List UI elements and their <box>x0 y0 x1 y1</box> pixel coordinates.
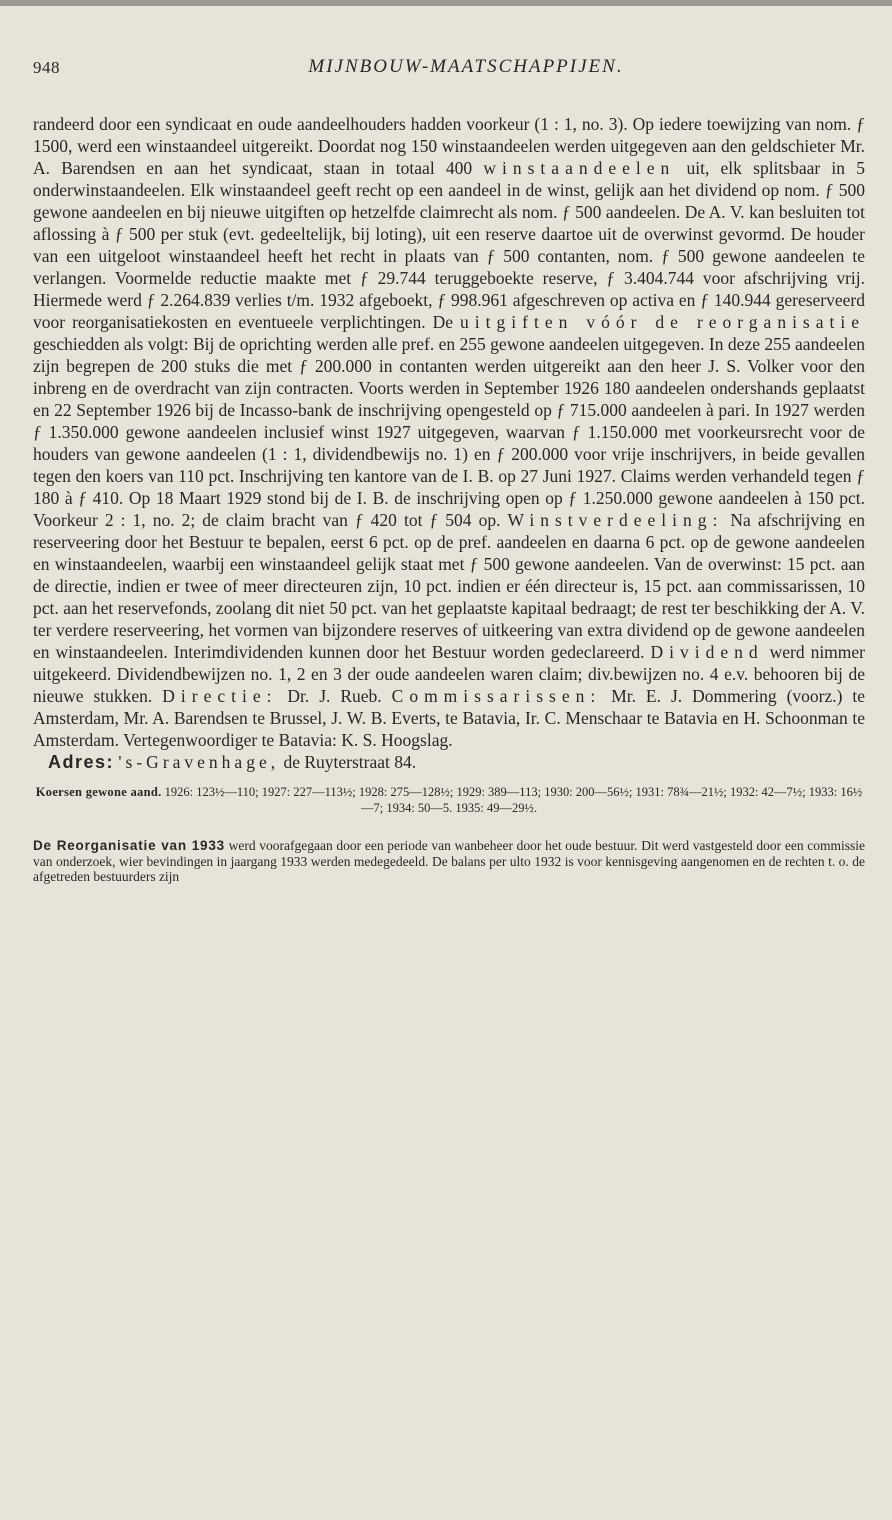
paragraph-part-6: Dr. J. Rueb. <box>287 686 382 706</box>
emphasis-commissarissen: Commissarissen: <box>391 686 602 706</box>
main-text <box>33 113 865 773</box>
address-line <box>33 751 865 773</box>
reorganisation-text: werd voorafgegaan door een periode van wanbeheer door het oude bestuur. Dit werd vastgesteld door een commissie van onderzoek, wier bevindingen in jaargang 1933 werden medegedeeld. De balans per ulto 1932 is voor kennisgeving aangenomen en de rechten t. o. de afgetreden bestuurders zijn <box>33 838 865 884</box>
paragraph-part-7: Mr. E. J. Dommering (voorz.) te Amsterdam, Mr. A. Barendsen te Brussel, J. W. B. Everts, te Batavia, Ir. C. Menschaar te Batavia en H. Schoonman te Amsterdam. Vertegenwoordiger te Batavia: K. S. Hoogslag. <box>33 686 866 750</box>
address-city: 's-Gravenhage, <box>118 752 280 772</box>
emphasis-winstverdeeling: Winstverdeeling: <box>507 510 724 530</box>
page-number: 948 <box>33 58 60 77</box>
share-prices-label: Koersen gewone aand. <box>35 785 162 799</box>
emphasis-dividend: Dividend <box>650 642 764 662</box>
emphasis-winstaandeelen: winstaandeelen <box>483 158 676 178</box>
share-prices-values: 1926: 123½—110; 1927: 227—113½; 1928: 275—128½; 1929: 389—113; 1930: 200—56½; 1931: 78¾—21½; 1932: 42—7½; 1933: 16½—7; 1934: 50—5. 1935: 49—29½. <box>164 785 863 815</box>
reorganisation-section <box>33 838 865 885</box>
emphasis-uitgiften: uitgiften vóór de reorganisatie <box>460 312 866 332</box>
paragraph-part-3: geschiedden als volgt: Bij de oprichting werden alle pref. en 255 gewone aandeelen uitgegeven. In deze 255 aandeelen zijn begrepen de 200 stuks die met ƒ 200.000 in contanten werden uitgereikt aan den heer J. S. Volker voor den inbreng en de overdracht van zijn contracten. Voorts werden in September 1926 180 aandeelen ondershands geplaatst en 22 September 1926 bij de Incasso-bank de inschrijving opengesteld op ƒ 715.000 aandeelen à pari. In 1927 werden ƒ 1.350.000 gewone aandeelen inclusief winst 1927 uitgegeven, waarvan ƒ 1.150.000 met voorkeursrecht voor de houders van gewone aandeelen (1 : 1, dividendbewijs no. 1) en ƒ 200.000 voor vrije inschrijvers, in beide gevallen tegen den koers van 110 pct. Inschrijving ten kantore van de I. B. op 27 Juni 1927. Claims werden verhandeld tegen ƒ 180 à ƒ 410. Op 18 Maart 1929 stond bij de I. B. de inschrijving open op ƒ 1.250.000 gewone aandeelen à 150 pct. Voorkeur 2 : 1, no. 2; de claim bracht van ƒ 420 tot ƒ 504 op. <box>33 334 865 530</box>
share-prices <box>33 785 865 816</box>
company-description <box>33 113 865 751</box>
reorganisation-title: De Reorganisatie van 1933 <box>33 838 225 853</box>
paragraph-part-1: randeerd door een syndicaat en oude aandeelhouders hadden voorkeur (1 : 1, no. 3). Op iedere toewijzing van nom. ƒ 1500, werd een winstaandeel uitgereikt. Doordat nog 150 winstaandeelen werden uitgegeven aan den geldschieter Mr. A. Barendsen en aan het syndicaat, staan in totaal 400 <box>33 114 865 178</box>
address-label: Adres: <box>48 752 115 772</box>
running-title: MIJNBOUW-MAATSCHAPPIJEN. <box>308 56 624 77</box>
paragraph-part-4: Na afschrijving en reserveering door het Bestuur te bepalen, eerst 6 pct. op de pref. aandeelen en daarna 6 pct. op de gewone aandeelen en winstaandeelen, waarbij een winstaandeel gelijk staat met ƒ 500 gewone aandeelen. Van de overwinst: 15 pct. aan de directie, indien er twee of meer directeuren zijn, 10 pct. indien er één directeur is, 15 pct. aan commissarissen, 10 pct. aan het reservefonds, zoolang dit niet 50 pct. van het geplaatste kapitaal bedraagt; de rest ter beschikking der A. V. ter verdere reserveering, het vormen van bijzondere reserves of uitkeering van extra dividend op de gewone aandeelen en winstaandeelen. Interimdividenden kunnen door het Bestuur worden gedeclareerd. <box>33 510 865 662</box>
emphasis-directie: Directie: <box>162 686 278 706</box>
address-street: de Ruyterstraat 84. <box>283 752 417 772</box>
paragraph-part-2: uit, elk splitsbaar in 5 onderwinstaandeelen. Elk winstaandeel geeft recht op een aandeel in de winst, gelijk aan het dividend op nom. ƒ 500 gewone aandeelen en bij nieuwe uitgiften op hetzelfde claimrecht als nom. ƒ 500 aandeelen. De A. V. kan besluiten tot aflossing à ƒ 500 per stuk (evt. gedeeltelijk, bij loting), uit een reserve daartoe uit de overwinst gevormd. De houder van een uitgeloot winstaandeel heeft het recht in plaats van ƒ 500 contanten, nom. ƒ 500 gewone aandeelen te verlangen. Voormelde reductie maakte met ƒ 29.744 teruggeboekte reserve, ƒ 3.404.744 voor afschrijving vrij. Hiermede werd ƒ 2.264.839 verlies t/m. 1932 afgeboekt, ƒ 998.961 afgeschreven op activa en ƒ 140.944 gereserveerd voor reorganisatiekosten en eventueele verplichtingen. De <box>33 158 865 332</box>
paragraph-part-5: werd nimmer uitgekeerd. Dividendbewijzen no. 1, 2 en 3 der oude aandeelen waren claim; div.bewijzen no. 4 e.v. behooren bij de nieuwe stukken. <box>33 642 866 706</box>
page-header <box>33 58 859 88</box>
book-page <box>0 6 892 1520</box>
